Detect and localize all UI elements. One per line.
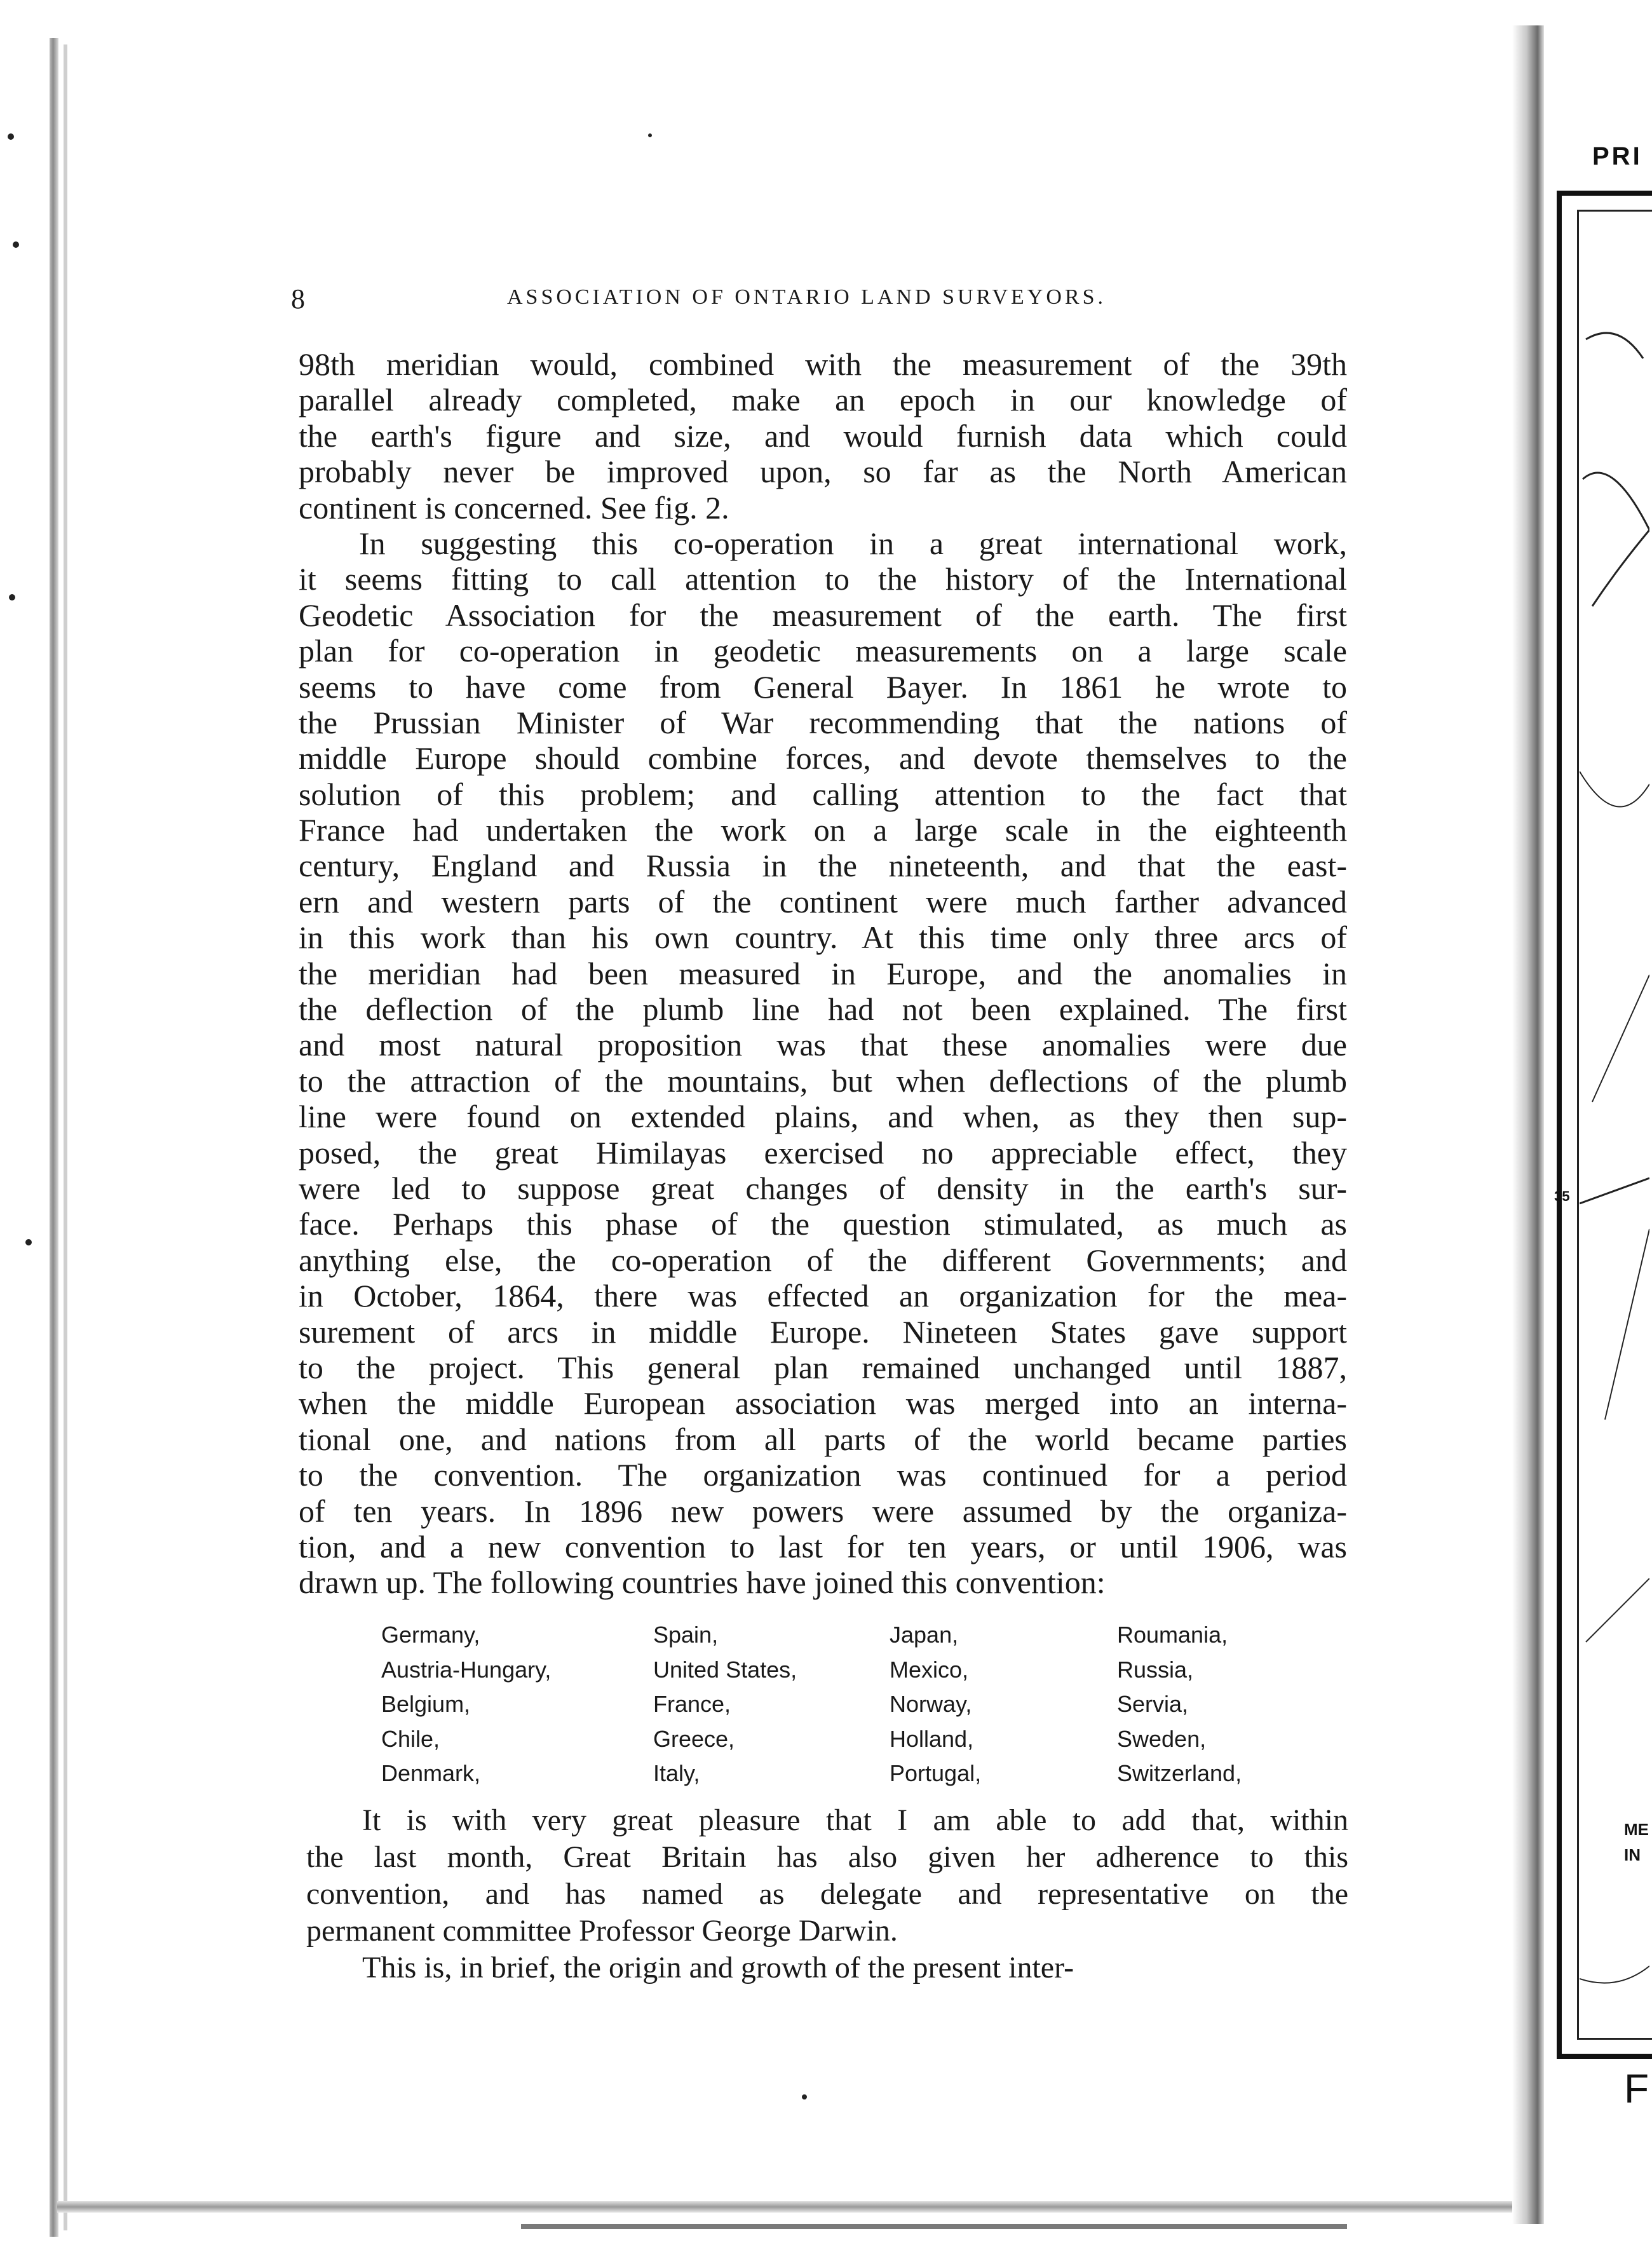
country-name: Switzerland, [1117, 1760, 1242, 1787]
scan-margin-left [0, 0, 38, 2252]
text-line: posed, the great Himilayas exercised no appreciable effect, they [299, 1134, 1347, 1170]
country-name: Germany, [381, 1622, 480, 1648]
facing-page-bottom-label: F [1624, 2066, 1649, 2112]
text-line: permanent committee Professor George Darwin. [306, 1914, 898, 1948]
countries-column-2 [653, 1618, 797, 1791]
scan-speck [648, 133, 652, 137]
scan-speck [13, 241, 19, 248]
facing-map-label-in: IN [1624, 1845, 1641, 1864]
text-line: solution of this problem; and calling attention to the fact that [299, 776, 1347, 812]
text-line: tional one, and nations from all parts of the world became parties [299, 1421, 1347, 1457]
text-line: of ten years. In 1896 new powers were assumed by the organiza- [299, 1493, 1347, 1529]
countries-column-3 [890, 1618, 981, 1791]
country-name: France, [653, 1691, 731, 1718]
binding-edge-inner [64, 44, 67, 2230]
text-line: anything else, the co-operation of the different Governments; and [299, 1242, 1347, 1278]
country-name: Sweden, [1117, 1725, 1207, 1752]
country-name: Roumania, [1117, 1622, 1228, 1648]
text-line: middle Europe should combine forces, and devote themselves to the [299, 740, 1347, 777]
country-name: Chile, [381, 1725, 440, 1752]
text-line: 98th meridian would, combined with the measurement of the 39th [299, 346, 1347, 382]
text-line: the earth's figure and size, and would furnish data which could [299, 417, 1347, 454]
text-line: the Prussian Minister of War recommending that the nations of [299, 704, 1347, 740]
text-line: and most natural proposition was that these anomalies were due [299, 1027, 1347, 1063]
binding-edge [50, 38, 58, 2237]
text-line: plan for co-operation in geodetic measurements on a large scale [299, 633, 1347, 669]
text-line: were led to suppose great changes of density in the earth's sur- [299, 1170, 1347, 1206]
country-name: Mexico, [890, 1656, 969, 1683]
country-name: Norway, [890, 1691, 972, 1718]
text-line: It is with very great pleasure that I am able to add that, within [362, 1803, 1348, 1837]
country-name: Austria-Hungary, [381, 1656, 552, 1683]
closing-text [306, 1802, 1348, 1986]
text-line: France had undertaken the work on a large scale in the eighteenth [299, 812, 1347, 848]
body-text [299, 346, 1347, 1601]
text-line: continent is concerned. See fig. 2. [299, 489, 729, 526]
text-line: tion, and a new convention to last for ten years, or until 1906, was [299, 1528, 1347, 1564]
page-bottom-shadow [521, 2224, 1347, 2229]
text-line: in this work than his own country. At this time only three arcs of [299, 919, 1347, 956]
facing-map-lines [1580, 212, 1649, 2036]
text-line: seems to have come from General Bayer. In 1861 he wrote to [299, 668, 1347, 705]
text-line: This is, in brief, the origin and growth of the present inter- [362, 1951, 1074, 1984]
text-line: In suggesting this co-operation in a great international work, [359, 525, 1347, 561]
country-name: Denmark, [381, 1760, 481, 1787]
text-line: ern and western parts of the continent were much farther advanced [299, 883, 1347, 919]
text-line: face. Perhaps this phase of the question stimulated, as much as [299, 1206, 1347, 1242]
country-name: Italy, [653, 1760, 700, 1787]
country-name: Greece, [653, 1725, 735, 1752]
facing-map-label-me: ME [1624, 1820, 1649, 1839]
text-line: the deflection of the plumb line had not been explained. The first [299, 991, 1347, 1028]
scan-speck [8, 133, 14, 140]
running-head-title: ASSOCIATION OF ONTARIO LAND SURVEYORS. [507, 285, 1106, 309]
country-name: Belgium, [381, 1691, 471, 1718]
text-line: to the project. This general plan remained unchanged until 1887, [299, 1349, 1347, 1385]
text-line: convention, and has named as delegate and representative on the [306, 1877, 1348, 1911]
country-name: Holland, [890, 1725, 974, 1752]
facing-map-marker: 35 [1554, 1188, 1570, 1204]
scan-speck [25, 1239, 32, 1245]
country-name: Portugal, [890, 1760, 982, 1787]
country-name: United States, [653, 1656, 797, 1683]
running-head [291, 283, 1244, 321]
scan-speck [9, 594, 15, 600]
scan-speck [802, 2094, 807, 2099]
facing-page-top-label: PRI [1592, 142, 1642, 170]
country-name: Servia, [1117, 1691, 1189, 1718]
text-line: line were found on extended plains, and when, as they then sup- [299, 1099, 1347, 1135]
text-line: century, England and Russia in the nineteenth, and that the east- [299, 848, 1347, 884]
text-line: in October, 1864, there was effected an organization for the mea- [299, 1278, 1347, 1314]
countries-column-1 [381, 1618, 551, 1791]
text-line: parallel already completed, make an epoch in our knowledge of [299, 382, 1347, 418]
country-name: Spain, [653, 1622, 719, 1648]
text-line: probably never be improved upon, so far as the North American [299, 454, 1347, 490]
page-bottom-edge [57, 2201, 1538, 2213]
gutter-shadow [1512, 25, 1544, 2224]
text-line: it seems fitting to call attention to the history of the International [299, 561, 1347, 597]
text-line: when the middle European association was merged into an interna- [299, 1385, 1347, 1421]
text-line: drawn up. The following countries have joined this convention: [299, 1564, 1106, 1601]
text-line: the last month, Great Britain has also given her adherence to this [306, 1840, 1348, 1874]
text-line: to the attraction of the mountains, but when deflections of the plumb [299, 1062, 1347, 1099]
text-line: surement of arcs in middle Europe. Nineteen States gave support [299, 1313, 1347, 1350]
text-line: to the convention. The organization was continued for a period [299, 1457, 1347, 1493]
page-number: 8 [291, 283, 306, 315]
country-name: Japan, [890, 1622, 959, 1648]
country-name: Russia, [1117, 1656, 1194, 1683]
text-line: the meridian had been measured in Europe, and the anomalies in [299, 955, 1347, 991]
text-line: Geodetic Association for the measurement of the earth. The first [299, 597, 1347, 633]
countries-column-4 [1117, 1618, 1242, 1791]
